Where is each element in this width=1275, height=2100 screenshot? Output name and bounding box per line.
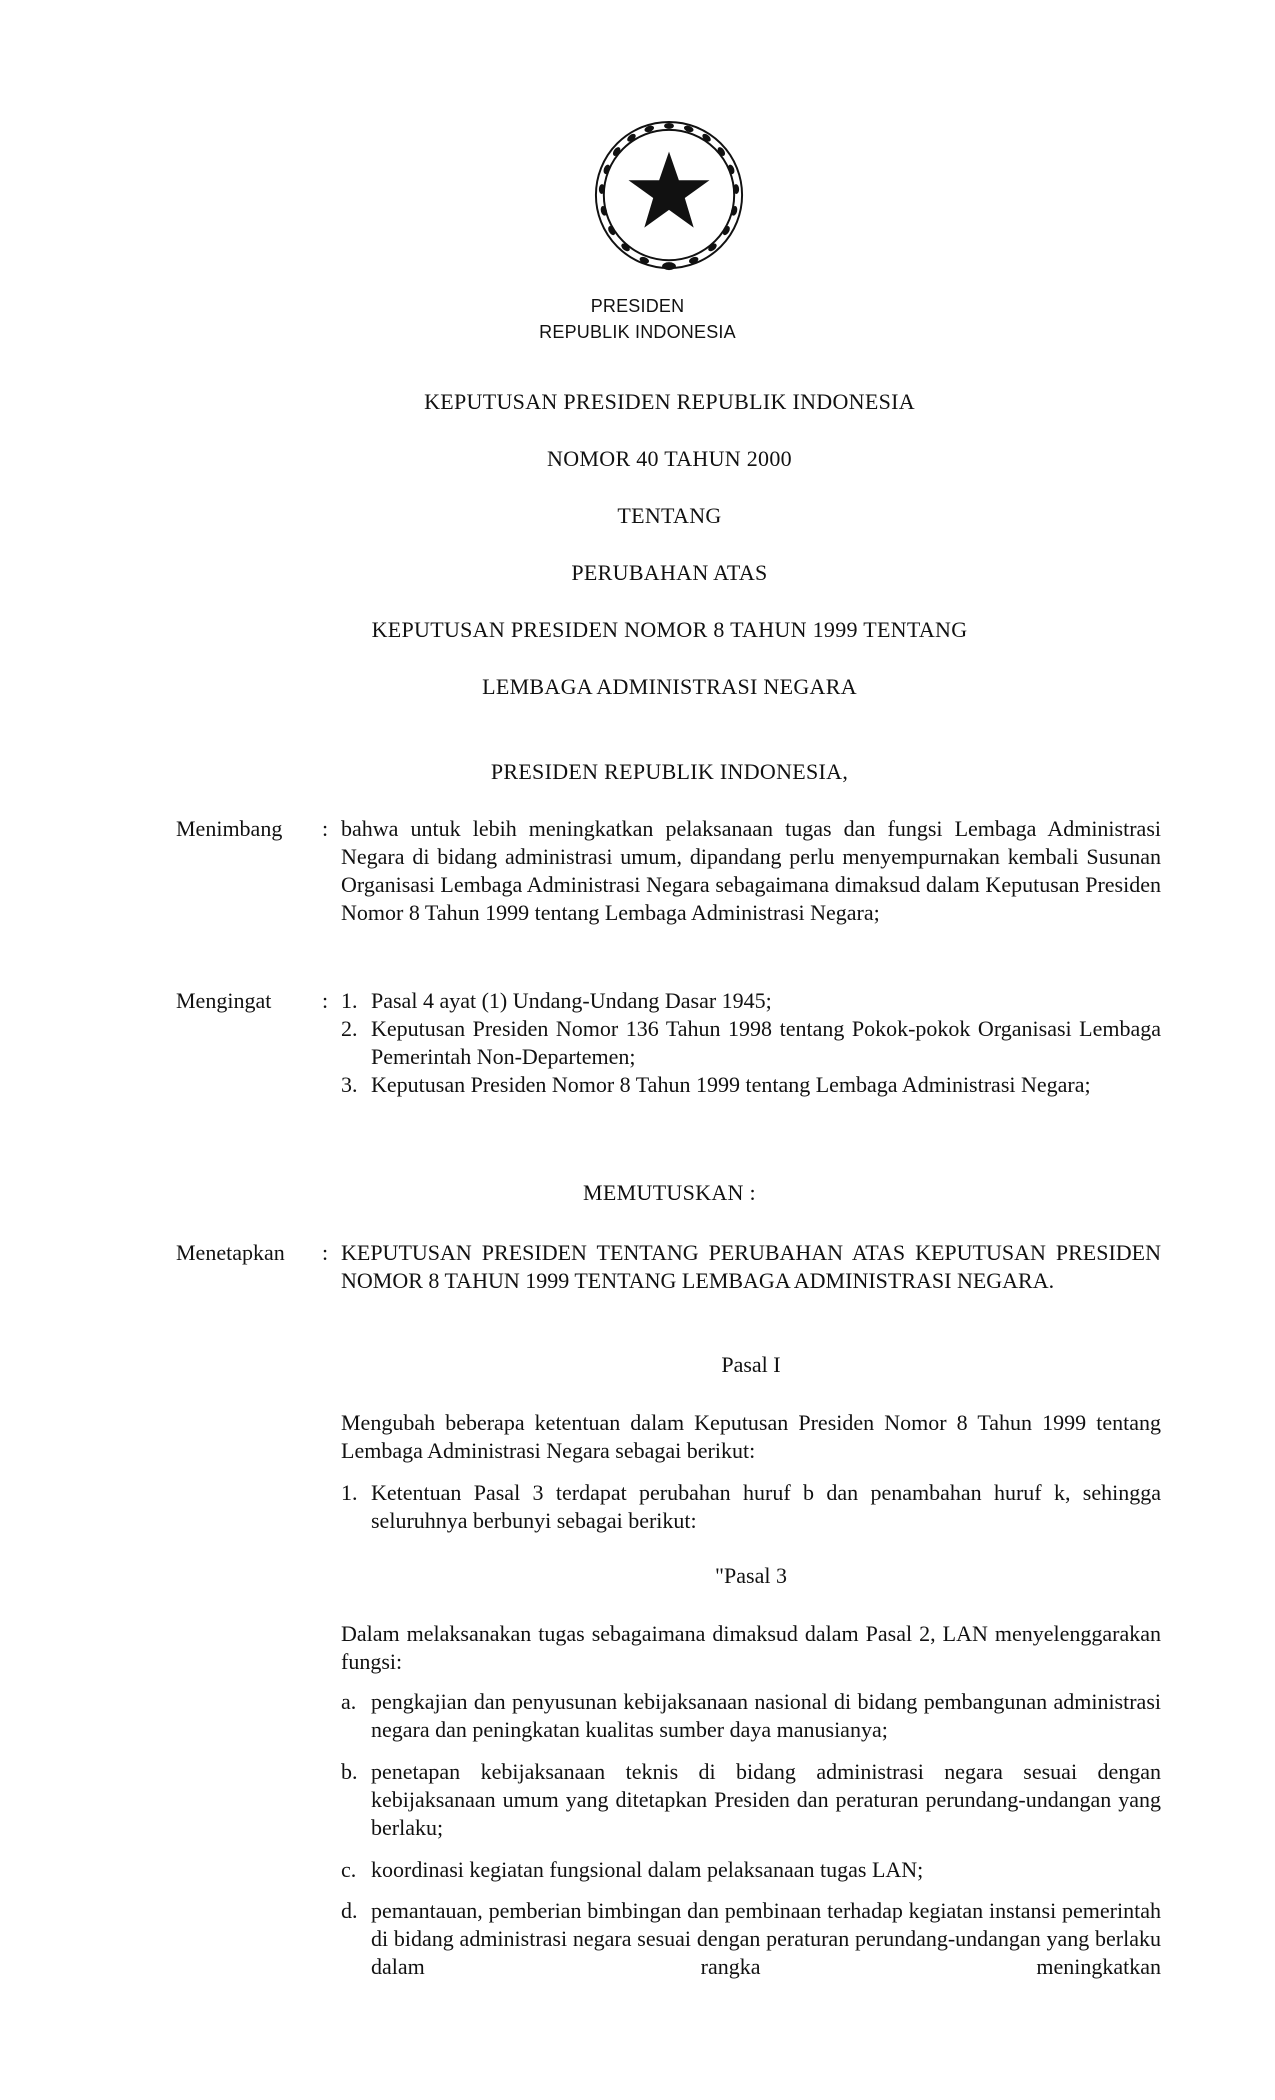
pasal-3-heading: "Pasal 3 [715,1563,787,1588]
list-letter: d. [341,1898,358,1923]
list-text: Keputusan Presiden Nomor 8 Tahun 1999 tentang Lembaga Administrasi Negara; [371,1072,1091,1097]
title-line-1: KEPUTUSAN PRESIDEN REPUBLIK INDONESIA [424,389,915,414]
pasal-3-intro: Dalam melaksanakan tugas sebagaimana dimaksud dalam Pasal 2, LAN menyelenggarakan fungsi: [341,1621,1161,1674]
menetapkan-colon: : [322,1240,329,1265]
title-line-6: LEMBAGA ADMINISTRASI NEGARA [482,674,857,699]
list-text: pengkajian dan penyusunan kebijaksanaan nasional di bidang pembangunan administrasi negara dan peningkatan kualitas sumber daya manusianya; [371,1689,1161,1742]
mengingat-item [341,1071,1161,1099]
memutuskan-heading: MEMUTUSKAN : [583,1180,756,1205]
title-line-4: PERUBAHAN ATAS [571,560,768,585]
list-text: koordinasi kegiatan fungsional dalam pelaksanaan tugas LAN; [371,1857,924,1882]
menetapkan-label: Menetapkan [176,1240,285,1265]
pasal-1-item [341,1479,1161,1535]
list-letter: b. [341,1759,358,1784]
header-line-presiden: PRESIDEN [590,296,685,316]
menimbang-text: bahwa untuk lebih meningkatkan pelaksanaan tugas dan fungsi Lembaga Administrasi Negara di bidang administrasi umum, dipandang perlu menyempurnakan kembali Susunan Organisasi Lembaga Administrasi Negara sebagaimana dimaksud dalam Keputusan Presiden Nomor 8 Tahun 1999 tentang Lembaga Administrasi Negara; [341,816,1161,925]
garuda-star-emblem-icon [590,118,748,276]
list-number: 2. [341,1016,358,1041]
pasal-1-intro: Mengubah beberapa ketentuan dalam Keputusan Presiden Nomor 8 Tahun 1999 tentang Lembaga Administrasi Negara sebagai berikut: [341,1410,1161,1463]
list-letter: c. [341,1857,357,1882]
title-line-3: TENTANG [617,503,722,528]
president-heading: PRESIDEN REPUBLIK INDONESIA, [490,759,849,784]
list-text: Keputusan Presiden Nomor 136 Tahun 1998 tentang Pokok-pokok Organisasi Lembaga Pemerintah Non-Departemen; [371,1016,1161,1069]
list-text: penetapan kebijaksanaan teknis di bidang administrasi negara sesuai dengan kebijaksanaan umum yang ditetapkan Presiden dan peraturan perundang-undangan yang berlaku; [371,1759,1161,1840]
function-item [341,1688,1161,1744]
list-number: 1. [341,988,358,1013]
function-item [341,1856,1161,1884]
menimbang-colon: : [322,816,329,841]
list-letter: a. [341,1689,357,1714]
mengingat-colon: : [322,988,329,1013]
pasal-1-heading: Pasal I [721,1352,781,1377]
list-text: Ketentuan Pasal 3 terdapat perubahan huruf b dan penambahan huruf k, sehingga seluruhnya berbunyi sebagai berikut: [371,1480,1161,1533]
menimbang-label: Menimbang [176,816,283,841]
list-text: Pasal 4 ayat (1) Undang-Undang Dasar 1945; [371,988,772,1013]
mengingat-item [341,1015,1161,1071]
header-line-republik: REPUBLIK INDONESIA [539,322,736,342]
title-line-2: NOMOR 40 TAHUN 2000 [547,446,792,471]
title-line-5: KEPUTUSAN PRESIDEN NOMOR 8 TAHUN 1999 TENTANG [371,617,968,642]
list-text: pemantauan, pemberian bimbingan dan pembinaan terhadap kegiatan instansi pemerintah di bidang administrasi negara sesuai dengan peraturan perundang-undangan yang berlaku dalam rangka meningkatkan [371,1898,1161,1979]
menetapkan-text: KEPUTUSAN PRESIDEN TENTANG PERUBAHAN ATAS KEPUTUSAN PRESIDEN NOMOR 8 TAHUN 1999 TENTANG LEMBAGA ADMINISTRASI NEGARA. [341,1240,1161,1293]
mengingat-item [341,987,1161,1015]
function-item [341,1758,1161,1842]
list-number: 1. [341,1480,358,1505]
list-number: 3. [341,1072,358,1097]
mengingat-label: Mengingat [176,988,272,1013]
function-item [341,1897,1161,1981]
